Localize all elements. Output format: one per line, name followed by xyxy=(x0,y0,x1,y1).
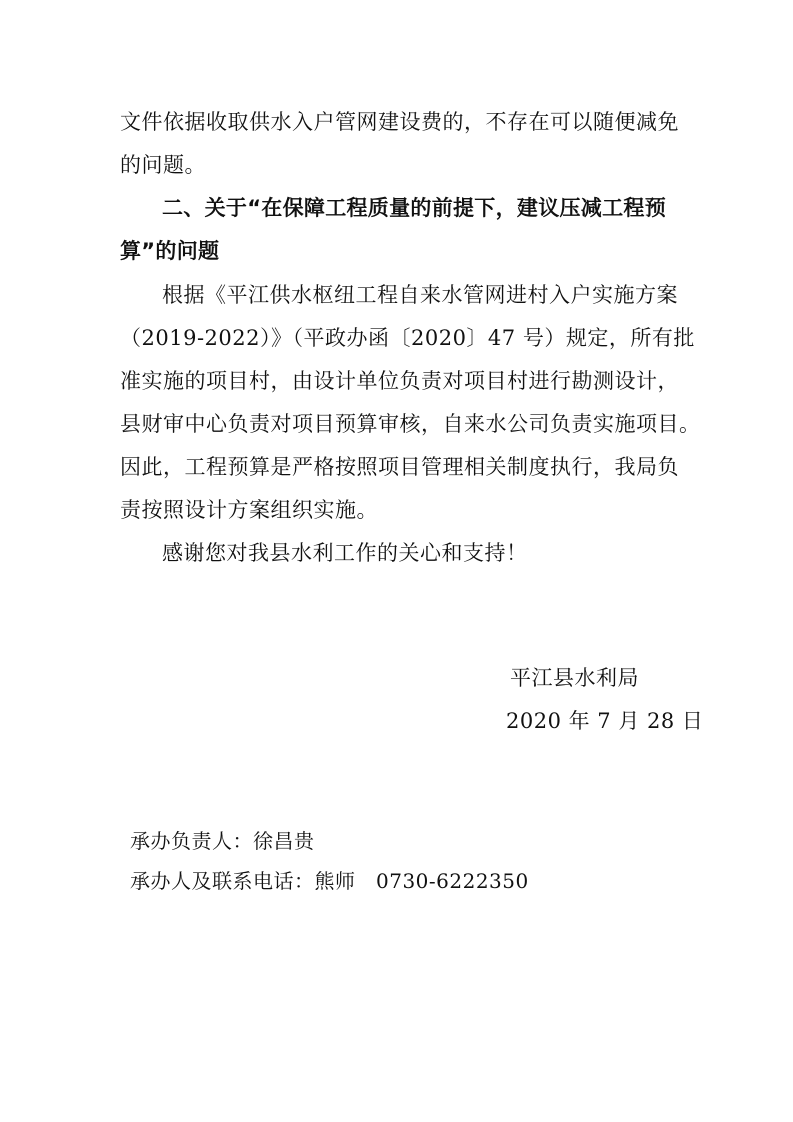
section-heading-2-line-2: 算”的问题 xyxy=(120,239,220,263)
paragraph-2-line-1: 根据《平江供水枢纽工程自来水管网进村入户实施方案 xyxy=(162,283,678,307)
paragraph-2-line-3: 准实施的项目村，由设计单位负责对项目村进行勘测设计， xyxy=(120,369,679,393)
contact-handler: 承办人及联系电话：熊师 0730-6222350 xyxy=(130,869,529,893)
contact-responsible: 承办负责人：徐昌贵 xyxy=(130,829,315,853)
signature-org: 平江县水利局 xyxy=(510,666,639,690)
signature-date: 2020 年 7 月 28 日 xyxy=(506,709,704,733)
paragraph-2-line-2: （2019-2022）》（平政办函〔2020〕47 号）规定，所有批 xyxy=(120,326,695,350)
paragraph-1-line-1: 文件依据收取供水入户管网建设费的，不存在可以随便减免 xyxy=(120,110,679,134)
thanks-line: 感谢您对我县水利工作的关心和支持！ xyxy=(162,541,528,565)
paragraph-2-line-6: 责按照设计方案组织实施。 xyxy=(120,498,378,522)
paragraph-1-line-2: 的问题。 xyxy=(120,153,206,177)
paragraph-2-line-4: 县财审中心负责对项目预算审核，自来水公司负责实施项目。 xyxy=(120,412,701,436)
section-heading-2-line-1: 二、关于“在保障工程质量的前提下，建议压减工程预 xyxy=(162,196,666,220)
paragraph-2-line-5: 因此，工程预算是严格按照项目管理相关制度执行，我局负 xyxy=(120,455,679,479)
